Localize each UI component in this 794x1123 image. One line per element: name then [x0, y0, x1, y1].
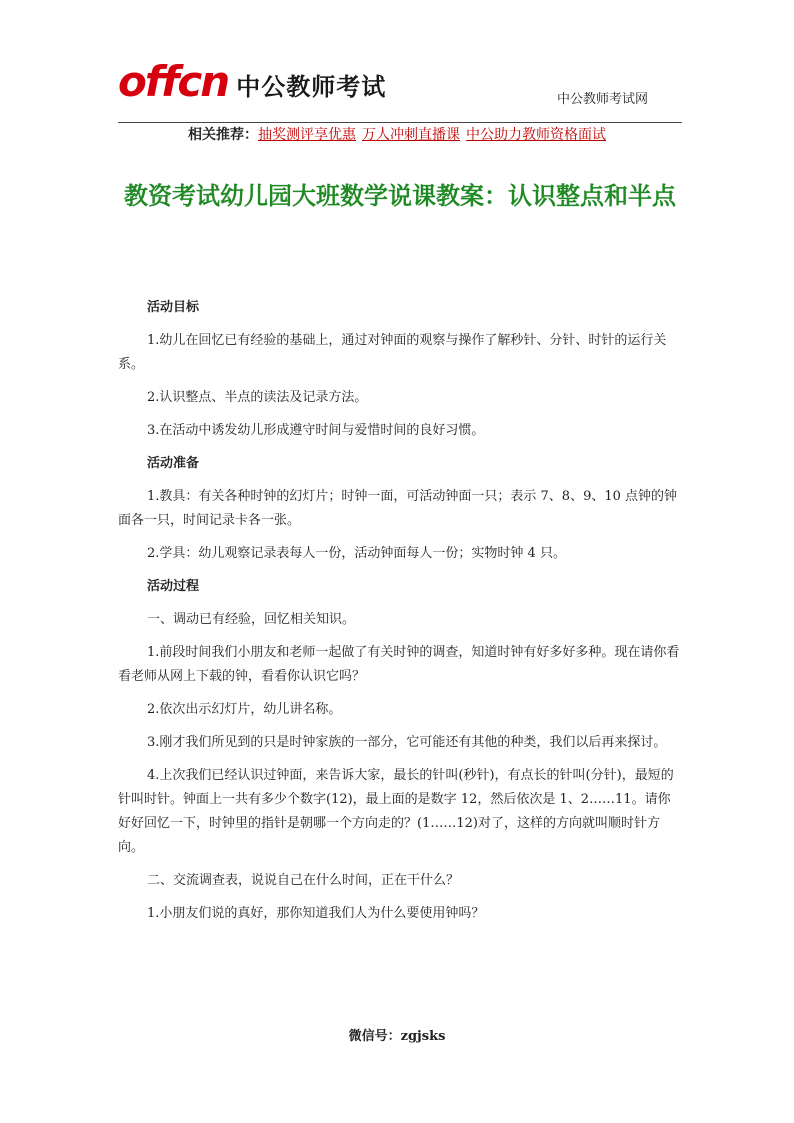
paragraph: 4.上次我们已经认识过钟面，来告诉大家，最长的针叫(秒针)，有点长的针叫(分针)，最短的针叫时针。钟面上一共有多少个数字(12)，最上面的是数字 12，然后依次是 1、2……11。请你好好回忆一下，时钟里的指针是朝哪一个方向走的？(1……12)对了，这样的方向就叫顺时针方向。 [118, 768, 674, 855]
section-heading-prep: 活动准备 [147, 456, 200, 471]
section-heading-process: 活动过程 [147, 579, 200, 594]
paragraph: 二、交流调查表，说说自己在什么时间，正在干什么？ [147, 873, 460, 888]
header-divider [118, 122, 682, 123]
related-label: 相关推荐： [188, 127, 258, 143]
offcn-logo[interactable] [118, 57, 387, 106]
page-title: 教资考试幼儿园大班数学说课教案：认识整点和半点 [124, 182, 676, 210]
paragraph: 1.前段时间我们小朋友和老师一起做了有关时钟的调查，知道时钟有好多好多种。现在请你看看老师从网上下载的钟，看看你认识它吗？ [118, 645, 680, 684]
site-name: 中公教师考试网 [556, 92, 648, 107]
related-link-lottery[interactable]: 抽奖测评享优惠 [258, 127, 356, 143]
logo-text-cn: 中公教师考试 [236, 73, 387, 101]
paragraph: 2.认识整点、半点的读法及记录方法。 [147, 390, 368, 405]
page-header [118, 58, 682, 122]
paragraph: 1.幼儿在回忆已有经验的基础上，通过对钟面的观察与操作了解秒针、分针、时针的运行关系。 [118, 333, 667, 372]
section-heading-goal: 活动目标 [147, 300, 200, 315]
related-link-live-course[interactable]: 万人冲刺直播课 [362, 127, 460, 143]
paragraph: 3.刚才我们所见到的只是时钟家族的一部分，它可能还有其他的种类，我们以后再来探讨。 [147, 735, 667, 750]
paragraph: 2.学具：幼儿观察记录表每人一份，活动钟面每人一份；实物时钟 4 只。 [147, 546, 566, 561]
related-recommendations [118, 124, 682, 144]
paragraph: 一、调动已有经验，回忆相关知识。 [147, 612, 356, 627]
paragraph: 1.教具：有关各种时钟的幻灯片；时钟一面，可活动钟面一只；表示 7、8、9、10 点钟的钟面各一只，时间记录卡各一张。 [118, 489, 678, 528]
article-body [118, 296, 682, 935]
related-link-interview[interactable]: 中公助力教师资格面试 [466, 127, 606, 143]
paragraph: 2.依次出示幻灯片，幼儿讲名称。 [147, 702, 342, 717]
logo-text-en: offcn [118, 57, 229, 106]
paragraph: 3.在活动中诱发幼儿形成遵守时间与爱惜时间的良好习惯。 [147, 423, 485, 438]
footer-wechat: 微信号：zgjsks [348, 1029, 446, 1044]
paragraph: 1.小朋友们说的真好，那你知道我们人为什么要使用钟吗？ [147, 906, 485, 921]
